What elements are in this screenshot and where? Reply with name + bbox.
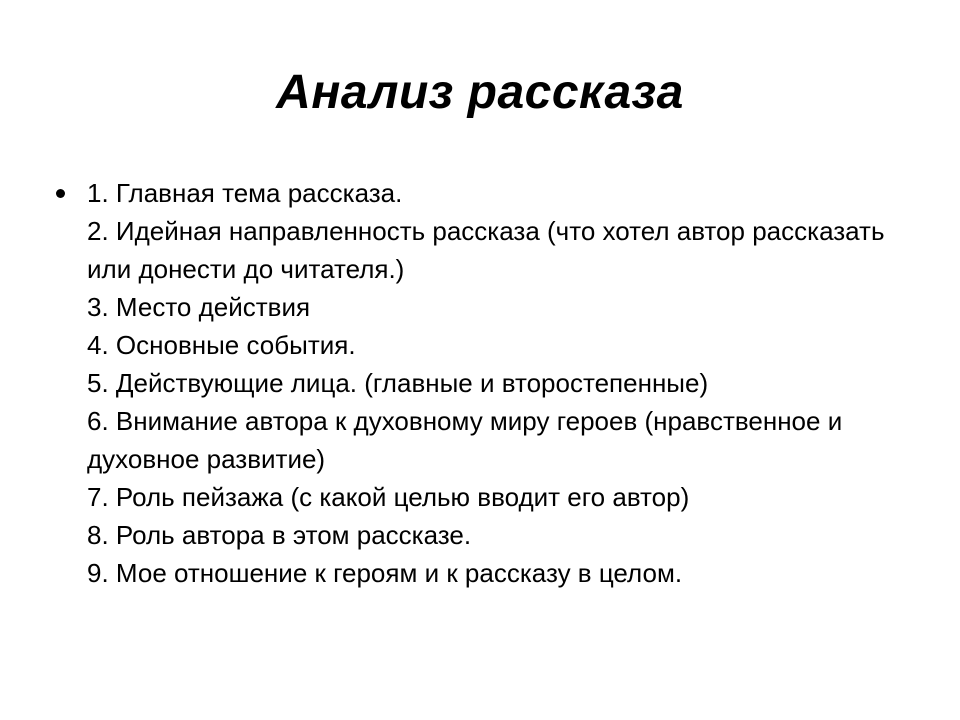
bullet-icon — [56, 189, 65, 198]
outline-item: 2. Идейная направленность рассказа (что хотел автор рассказать или донести до читателя.) — [87, 216, 885, 284]
outline-item: 3. Место действия — [87, 292, 311, 322]
outline-item: 7. Роль пейзажа (с какой целью вводит его автор) — [87, 482, 690, 512]
outline-item: 5. Действующие лица. (главные и второстепенные) — [87, 368, 709, 398]
outline-item: 6. Внимание автора к духовному миру героев (нравственное и духовное развитие) — [87, 406, 843, 474]
slide-title: Анализ рассказа — [276, 66, 684, 119]
outline-item: 9. Мое отношение к героям и к рассказу в целом. — [87, 558, 683, 588]
outline-list — [87, 174, 910, 592]
outline-item: 8. Роль автора в этом рассказе. — [87, 520, 472, 550]
outline-item: 1. Главная тема рассказа. — [87, 178, 403, 208]
outline-item: 4. Основные события. — [87, 330, 356, 360]
